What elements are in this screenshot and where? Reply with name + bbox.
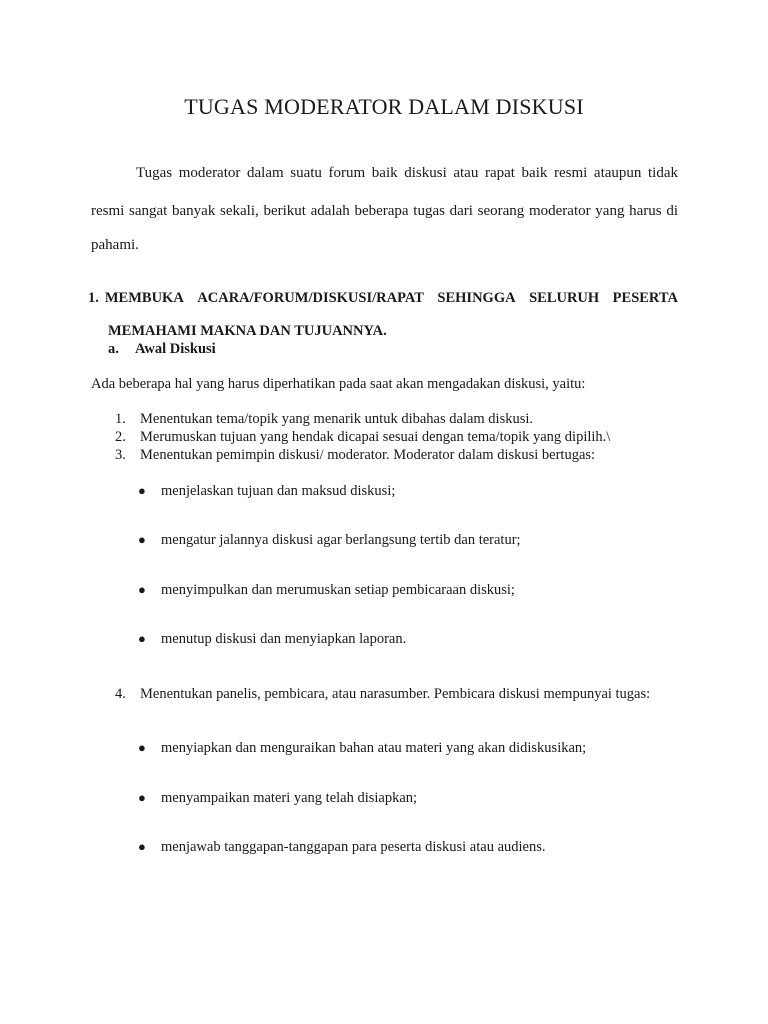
bullet-item: ● mengatur jalannya diskusi agar berlangsung tertib dan teratur; xyxy=(138,532,521,548)
intro-line-2: resmi sangat banyak sekali, berikut adalah beberapa tugas dari seorang moderator yang harus di xyxy=(91,203,678,219)
section-1-heading-word-1: 1. MEMBUKA xyxy=(88,290,184,306)
list-item: 1. Menentukan tema/topik yang menarik untuk dibahas dalam diskusi. xyxy=(115,411,534,427)
bullet-item: ● menyiapkan dan menguraikan bahan atau materi yang akan didiskusikan; xyxy=(138,740,587,756)
subsection-a-heading xyxy=(108,341,216,358)
bullet-icon: ● xyxy=(138,532,146,547)
bullet-icon: ● xyxy=(138,740,146,755)
section-1-heading-word-2: ACARA/FORUM/DISKUSI/RAPAT xyxy=(197,290,424,306)
bullet-icon: ● xyxy=(138,839,146,854)
intro-line-1: Tugas moderator dalam suatu forum baik diskusi atau rapat baik resmi ataupun tidak xyxy=(136,165,678,181)
bullet-item: ● menyimpulkan dan merumuskan setiap pembicaraan diskusi; xyxy=(138,582,515,598)
section-1-number: 1. xyxy=(88,290,99,306)
intro-line-3: pahami. xyxy=(91,237,139,253)
bullet-item: ● menjawab tanggapan-tanggapan para peserta diskusi atau audiens. xyxy=(138,839,546,855)
section-1-heading xyxy=(88,290,678,307)
bullet-item: ● menutup diskusi dan menyiapkan laporan. xyxy=(138,631,407,647)
bullet-icon: ● xyxy=(138,582,146,597)
section-1-heading-word-4: SELURUH xyxy=(529,290,600,306)
section-1-heading-line-2: MEMAHAMI MAKNA DAN TUJUANNYA. xyxy=(108,323,387,339)
list-item: 3. Menentukan pemimpin diskusi/ moderator. Moderator dalam diskusi bertugas: xyxy=(115,447,596,463)
subsection-a-paragraph: Ada beberapa hal yang harus diperhatikan pada saat akan mengadakan diskusi, yaitu: xyxy=(91,376,586,392)
list-item: 2. Merumuskan tujuan yang hendak dicapai sesuai dengan tema/topik yang dipilih.\ xyxy=(115,429,611,445)
subsection-a-letter: a. xyxy=(108,341,119,357)
bullet-icon: ● xyxy=(138,483,146,498)
bullet-item: ● menyampaikan materi yang telah disiapkan; xyxy=(138,790,418,806)
document-title: TUGAS MODERATOR DALAM DISKUSI xyxy=(184,94,584,119)
bullet-item: ● menjelaskan tujuan dan maksud diskusi; xyxy=(138,483,396,499)
bullet-icon: ● xyxy=(138,631,146,646)
list-item: 4. Menentukan panelis, pembicara, atau narasumber. Pembicara diskusi mempunyai tugas: xyxy=(115,686,651,702)
bullet-icon: ● xyxy=(138,790,146,805)
subsection-a-title: Awal Diskusi xyxy=(135,341,216,357)
section-1-heading-word-5: PESERTA xyxy=(612,290,678,306)
section-1-heading-word-3: SEHINGGA xyxy=(437,290,516,306)
